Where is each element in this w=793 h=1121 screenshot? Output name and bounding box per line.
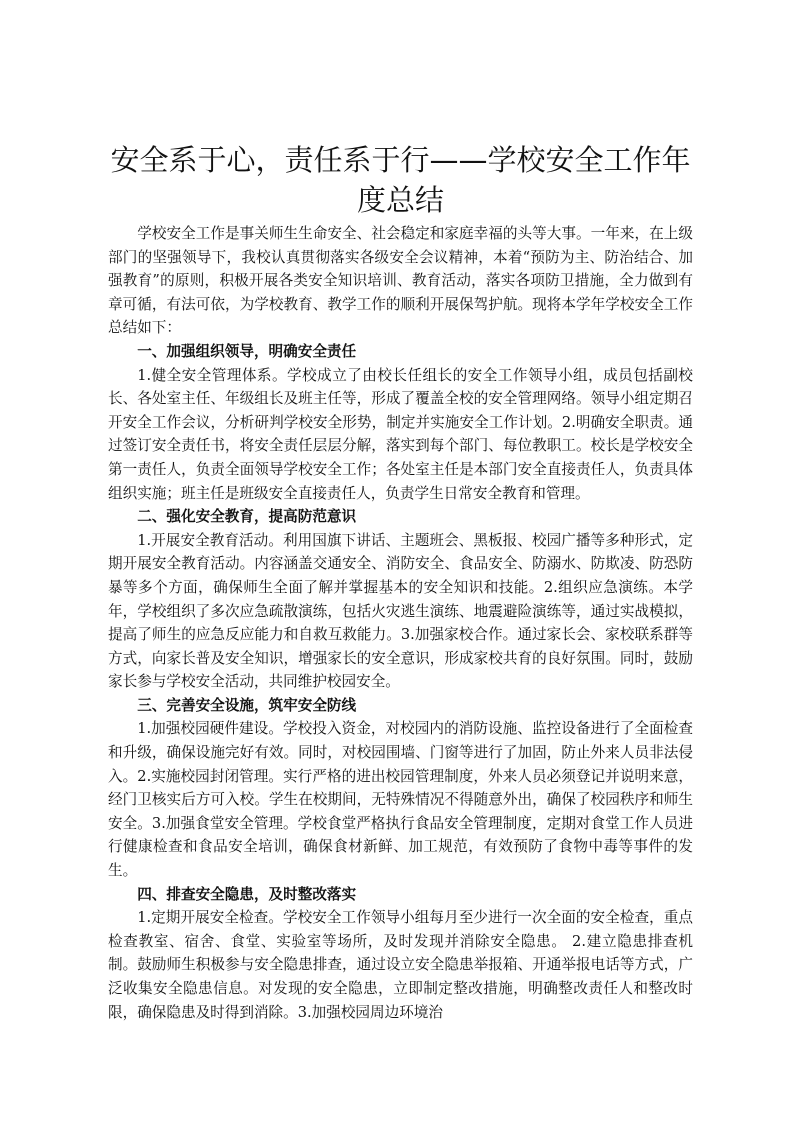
section-heading-1: 一、加强组织领导，明确安全责任 [137,342,357,360]
document-title: 安全系于心，责任系于行——学校安全工作年度总结 [110,143,691,217]
document-body [108,222,693,1024]
section-paragraph-3: 1.加强校园硬件建设。学校投入资金，对校园内的消防设施、监控设备进行了全面检查和升级，确保设施完好有效。同时，对校园围墙、门窗等进行了加固，防止外来人员非法侵入。2.实施校园封闭管理。实行严格的进出校园管理制度，外来人员必须登记并说明来意，经门卫核实后方可入校。学生在校期间，无特殊情况不得随意外出，确保了校园秩序和师生安全。3.加强食堂安全管理。学校食堂严格执行食品安全管理制度，定期对食堂工作人员进行健康检查和食品安全培训，确保食材新鲜、加工规范，有效预防了食物中毒等事件的发生。 [108,720,693,880]
section-paragraph-4: 1.定期开展安全检查。学校安全工作领导小组每月至少进行一次全面的安全检查，重点检查教室、宿舍、食堂、实验室等场所，及时发现并消除安全隐患。 2.建立隐患排查机制。鼓励师生积极参与安全隐患排查，通过设立安全隐患举报箱、开通举报电话等方式，广泛收集安全隐患信息。对发现的安全隐患，立即制定整改措施，明确整改责任人和整改时限，确保隐患及时得到消除。3.加强校园周边环境治 [108,909,693,1021]
section-heading-4: 四、排查安全隐患，及时整改落实 [137,885,357,903]
section-heading-2: 二、强化安全教育，提高防范意识 [137,508,357,526]
intro-paragraph: 学校安全工作是事关师生生命安全、社会稳定和家庭幸福的头等大事。一年来，在上级部门的坚强领导下，我校认真贯彻落实各级安全会议精神，本着“预防为主、防治结合、加强教育”的原则，积极开展各类安全知识培训、教育活动，落实各项防卫措施，全力做到有章可循，有法可依，为学校教育、教学工作的顺利开展保驾护航。现将本学年学校安全工作总结如下： [108,225,693,337]
section-heading-3: 三、完善安全设施，筑牢安全防线 [137,696,357,714]
section-paragraph-1: 1.健全安全管理体系。学校成立了由校长任组长的安全工作领导小组，成员包括副校长、各处室主任、年级组长及班主任等，形成了覆盖全校的安全管理网络。领导小组定期召开安全工作会议，分析研判学校安全形势，制定并实施安全工作计划。2.明确安全职责。通过签订安全责任书，将安全责任层层分解，落实到每个部门、每位教职工。校长是学校安全第一责任人，负责全面领导学校安全工作；各处室主任是本部门安全直接责任人，负责具体组织实施；班主任是班级安全直接责任人，负责学生日常安全教育和管理。 [108,366,693,502]
section-paragraph-2: 1.开展安全教育活动。利用国旗下讲话、主题班会、黑板报、校园广播等多种形式，定期开展安全教育活动。内容涵盖交通安全、消防安全、食品安全、防溺水、防欺凌、防恐防暴等多个方面，确保师生全面了解并掌握基本的安全知识和技能。2.组织应急演练。本学年，学校组织了多次应急疏散演练，包括火灾逃生演练、地震避险演练等，通过实战模拟，提高了师生的应急反应能力和自救互救能力。3.加强家校合作。通过家长会、家校联系群等方式，向家长普及安全知识，增强家长的安全意识，形成家校共育的良好氛围。同时，鼓励家长参与学校安全活动，共同维护校园安全。 [108,531,693,691]
